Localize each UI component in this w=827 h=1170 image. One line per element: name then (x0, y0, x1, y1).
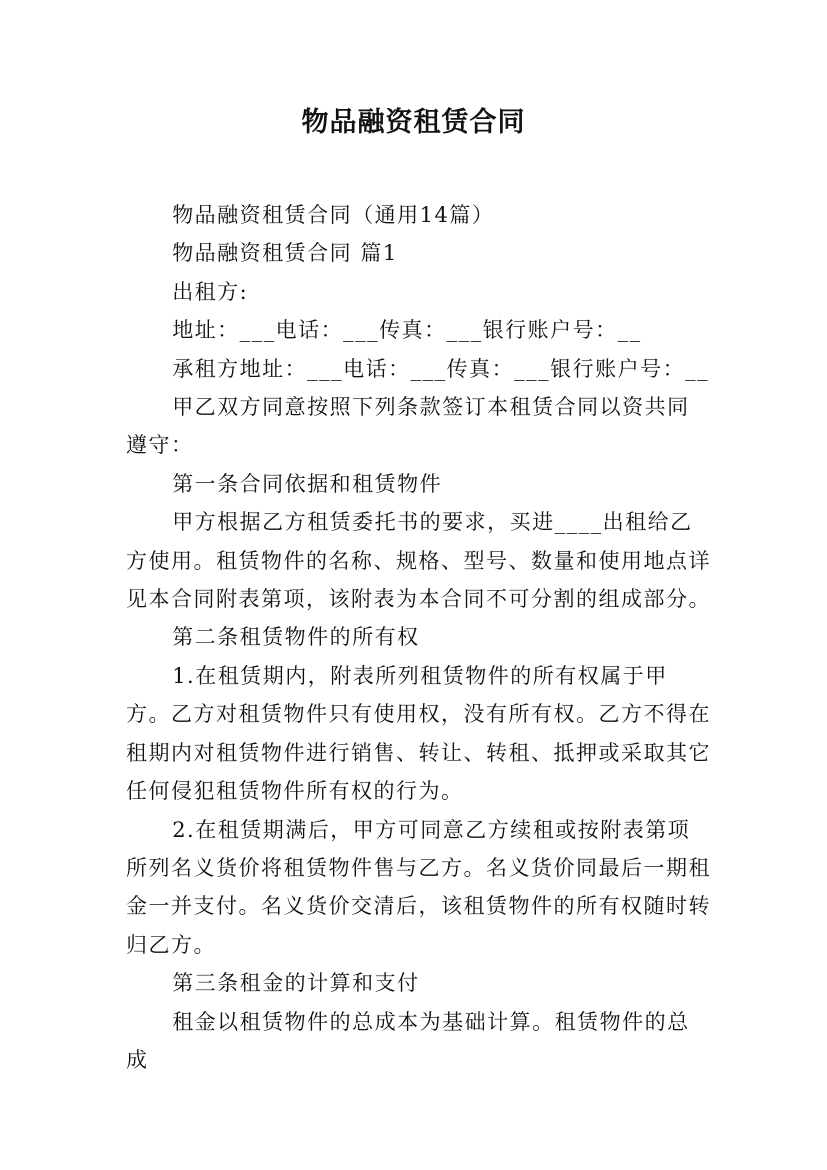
paragraph-section-title: 物品融资租赁合同 篇1 (172, 241, 398, 266)
paragraph-article-1-body: 甲方根据乙方租赁委托书的要求，买进____出租给乙方使用。租赁物件的名称、规格、型号、数量和使用地点详见本合同附表第项，该附表为本合同不可分割的组成部分。 (126, 510, 711, 612)
paragraph-agreement: 甲乙双方同意按照下列条款签订本租赁合同以资共同遵守： (126, 395, 690, 458)
paragraph-article-2-item-1: 1.在租赁期内，附表所列租赁物件的所有权属于甲方。乙方对租赁物件只有使用权，没有所有权。乙方不得在租期内对租赁物件进行销售、转让、转租、抵押或采取其它任何侵犯租赁物件所有权的行为。 (126, 663, 711, 804)
paragraph-article-3-title: 第三条租金的计算和支付 (172, 971, 420, 996)
paragraph-article-2-item-2: 2.在租赁期满后，甲方可同意乙方续租或按附表第项所列名义货价将租赁物件售与乙方。名义货价同最后一期租金一并支付。名义货价交清后，该租赁物件的所有权随时转归乙方。 (126, 817, 711, 957)
document-title: 物品融资租赁合同 (301, 107, 526, 138)
paragraph-article-3-body: 租金以租赁物件的总成本为基础计算。租赁物件的总成 (126, 1009, 690, 1072)
paragraph-article-1-title: 第一条合同依据和租赁物件 (172, 471, 443, 496)
document-body (126, 196, 712, 1079)
paragraph-lessor-contact: 地址：___电话：___传真：___银行账户号：__ (172, 318, 642, 343)
paragraph-heading: 物品融资租赁合同（通用14篇） (172, 203, 495, 227)
paragraph-lessor: 出租方: (172, 279, 249, 304)
paragraph-article-2-title: 第二条租赁物件的所有权 (172, 625, 420, 650)
paragraph-lessee-contact: 承租方地址：___电话：___传真：___银行账户号：__ (172, 356, 710, 381)
